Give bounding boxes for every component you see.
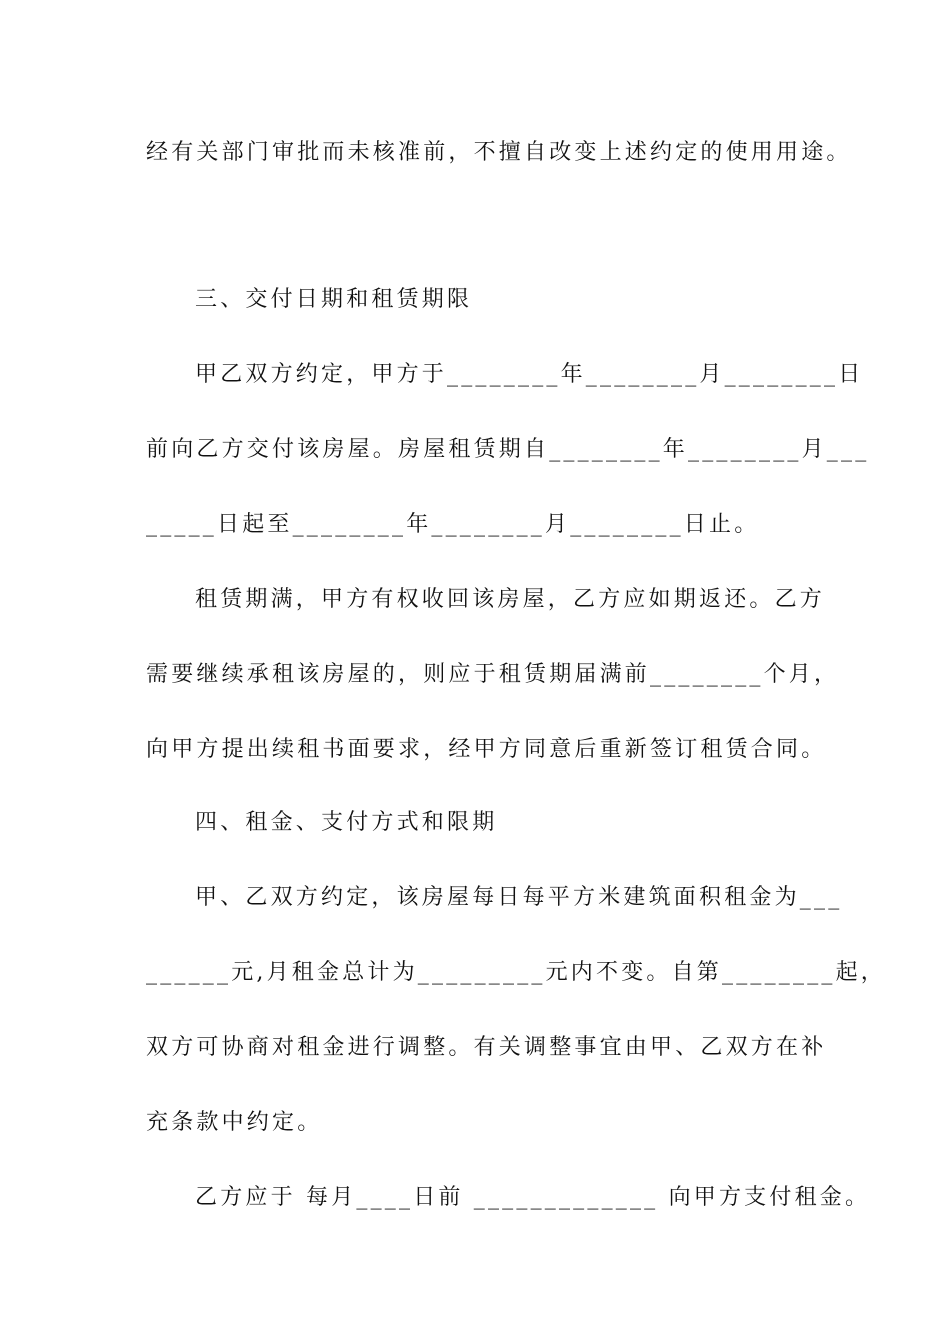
paragraph-delivery-date-line-2: 前向乙方交付该房屋。房屋租赁期自________年________月___ bbox=[146, 437, 870, 462]
paragraph-payment-schedule: 乙方应于 每月____日前 _____________ 向甲方支付租金。 bbox=[195, 1185, 871, 1210]
paragraph-lease-expiry-line-1: 租赁期满，甲方有权收回该房屋，乙方应如期返还。乙方 bbox=[195, 587, 826, 612]
paragraph-rent-line-2: ______元,月租金总计为_________元内不变。自第________起， bbox=[146, 960, 886, 985]
paragraph-usage-clause: 经有关部门审批而未核准前，不擅自改变上述约定的使用用途。 bbox=[146, 140, 852, 165]
section-heading-delivery-lease-term: 三、交付日期和租赁期限 bbox=[195, 287, 473, 312]
paragraph-rent-line-4: 充条款中约定。 bbox=[146, 1110, 323, 1135]
paragraph-rent-line-3: 双方可协商对租金进行调整。有关调整事宜由甲、乙双方在补 bbox=[146, 1035, 827, 1060]
paragraph-delivery-date-line-1: 甲乙双方约定，甲方于________年________月________日 bbox=[195, 362, 864, 387]
paragraph-lease-expiry-line-2: 需要继续承租该房屋的，则应于租赁期届满前________个月， bbox=[146, 662, 840, 687]
paragraph-lease-expiry-line-3: 向甲方提出续租书面要求，经甲方同意后重新签订租赁合同。 bbox=[146, 737, 827, 762]
paragraph-rent-line-1: 甲、乙双方约定，该房屋每日每平方米建筑面积租金为___ bbox=[195, 885, 843, 910]
paragraph-delivery-date-line-3: _____日起至________年________月________日止。 bbox=[146, 512, 760, 537]
section-heading-rent-payment: 四、租金、支付方式和限期 bbox=[195, 810, 498, 835]
